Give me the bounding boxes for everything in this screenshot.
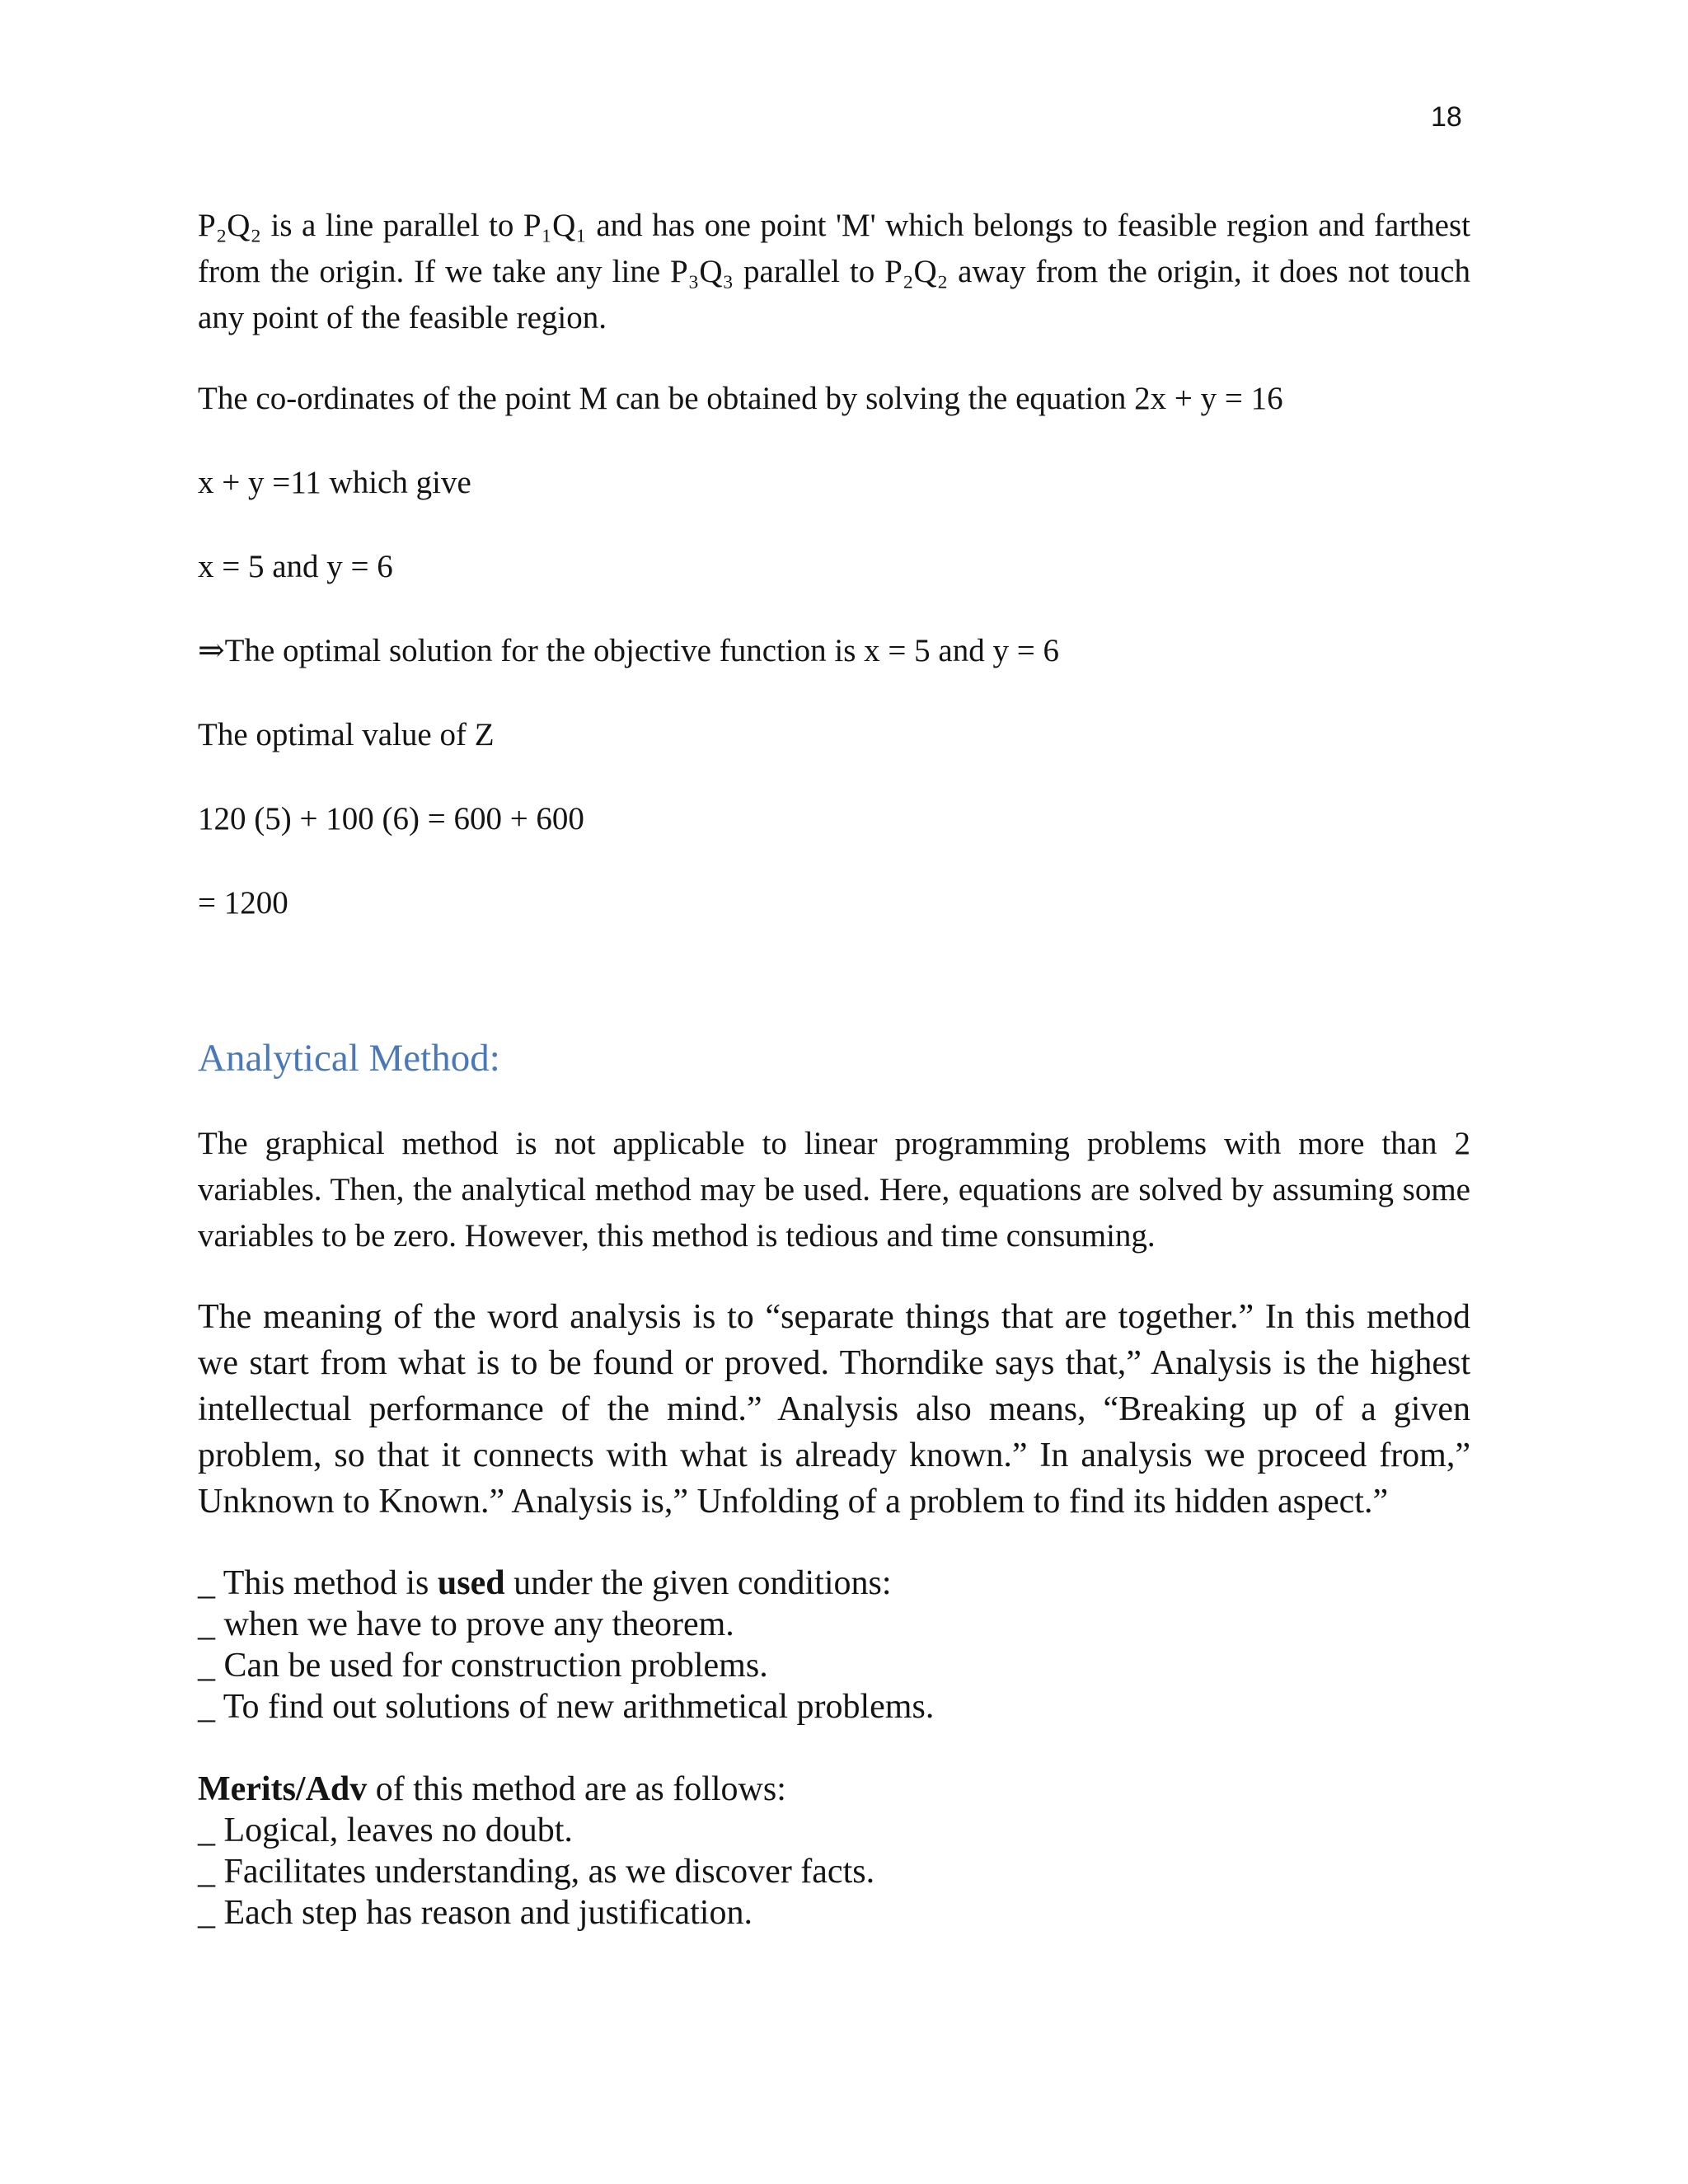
feasible-text-d: away from the origin, it does not touch any point of the feasible region.	[198, 254, 1470, 335]
conditions-list	[198, 1563, 1470, 1727]
conditions-intro	[198, 1563, 1470, 1604]
list-item: _ Facilitates understanding, as we discover facts.	[198, 1853, 875, 1891]
equation-two: x + y =11 which give	[198, 465, 471, 500]
optimal-solution: ⇒The optimal solution for the objective function is x = 5 and y = 6	[198, 633, 1059, 668]
solution-intro: The co-ordinates of the point M can be obtained by solving the equation 2x + y = 16	[198, 381, 1283, 416]
optimal-value-calculation: 120 (5) + 100 (6) = 600 + 600	[198, 801, 584, 837]
feasible-text-c: parallel to	[734, 254, 885, 289]
analysis-meaning-paragraph: The meaning of the word analysis is to “separate things that are together.” In this method we start from what is to be found or proved. Thorndike says that,” Analysis is the highest intellectual performance of the mind.” Analysis also means, “Breaking up of a given problem, so that it connects with what is already known.” In analysis we proceed from,” Unknown to Known.” Analysis is,” Unfolding of a problem to find its hidden aspect.”	[198, 1298, 1470, 1521]
merits-title-rest: of this method are as follows:	[367, 1770, 786, 1808]
conditions-intro-pre: _ This method is	[198, 1564, 438, 1602]
line-p3q3: P₃Q₃	[670, 254, 734, 289]
list-item: _ Each step has reason and justification.	[198, 1894, 753, 1932]
line-p2q2: P₂Q₂	[198, 208, 262, 243]
list-item: _ To find out solutions of new arithmetical problems.	[198, 1688, 935, 1726]
solution-result: x = 5 and y = 6	[198, 549, 393, 584]
merits-list	[198, 1769, 1470, 1933]
analytical-paragraph: The graphical method is not applicable to linear programming problems with more than 2 variables. Then, the analytical method may be used. Here, equations are solved by assuming some variables to be zero. However, this method is tedious and time consuming.	[198, 1126, 1470, 1254]
optimal-value-result: = 1200	[198, 885, 288, 921]
feasible-region-paragraph	[198, 203, 1470, 341]
line-p1q1: P₁Q₁	[523, 208, 587, 243]
feasible-text-a: is a line parallel to	[261, 208, 523, 243]
conditions-intro-bold: used	[437, 1564, 505, 1602]
list-item: _ Logical, leaves no doubt.	[198, 1811, 573, 1849]
conditions-intro-post: under the given conditions:	[504, 1564, 892, 1602]
optimal-value-label: The optimal value of Z	[198, 717, 495, 752]
feasible-text-b: and has one point 'M' which belongs to feasible region and farthest from the origin. If we take any line	[198, 208, 1470, 289]
section-heading: Analytical Method:	[198, 1037, 500, 1080]
list-item: _ Can be used for construction problems.	[198, 1647, 768, 1685]
line-p2q2-ref: P₂Q₂	[884, 254, 949, 289]
list-item: _ when we have to prove any theorem.	[198, 1605, 734, 1643]
page-number: 18	[1431, 101, 1462, 133]
merits-title	[198, 1769, 1470, 1810]
merits-title-bold: Merits/Adv	[198, 1770, 368, 1808]
